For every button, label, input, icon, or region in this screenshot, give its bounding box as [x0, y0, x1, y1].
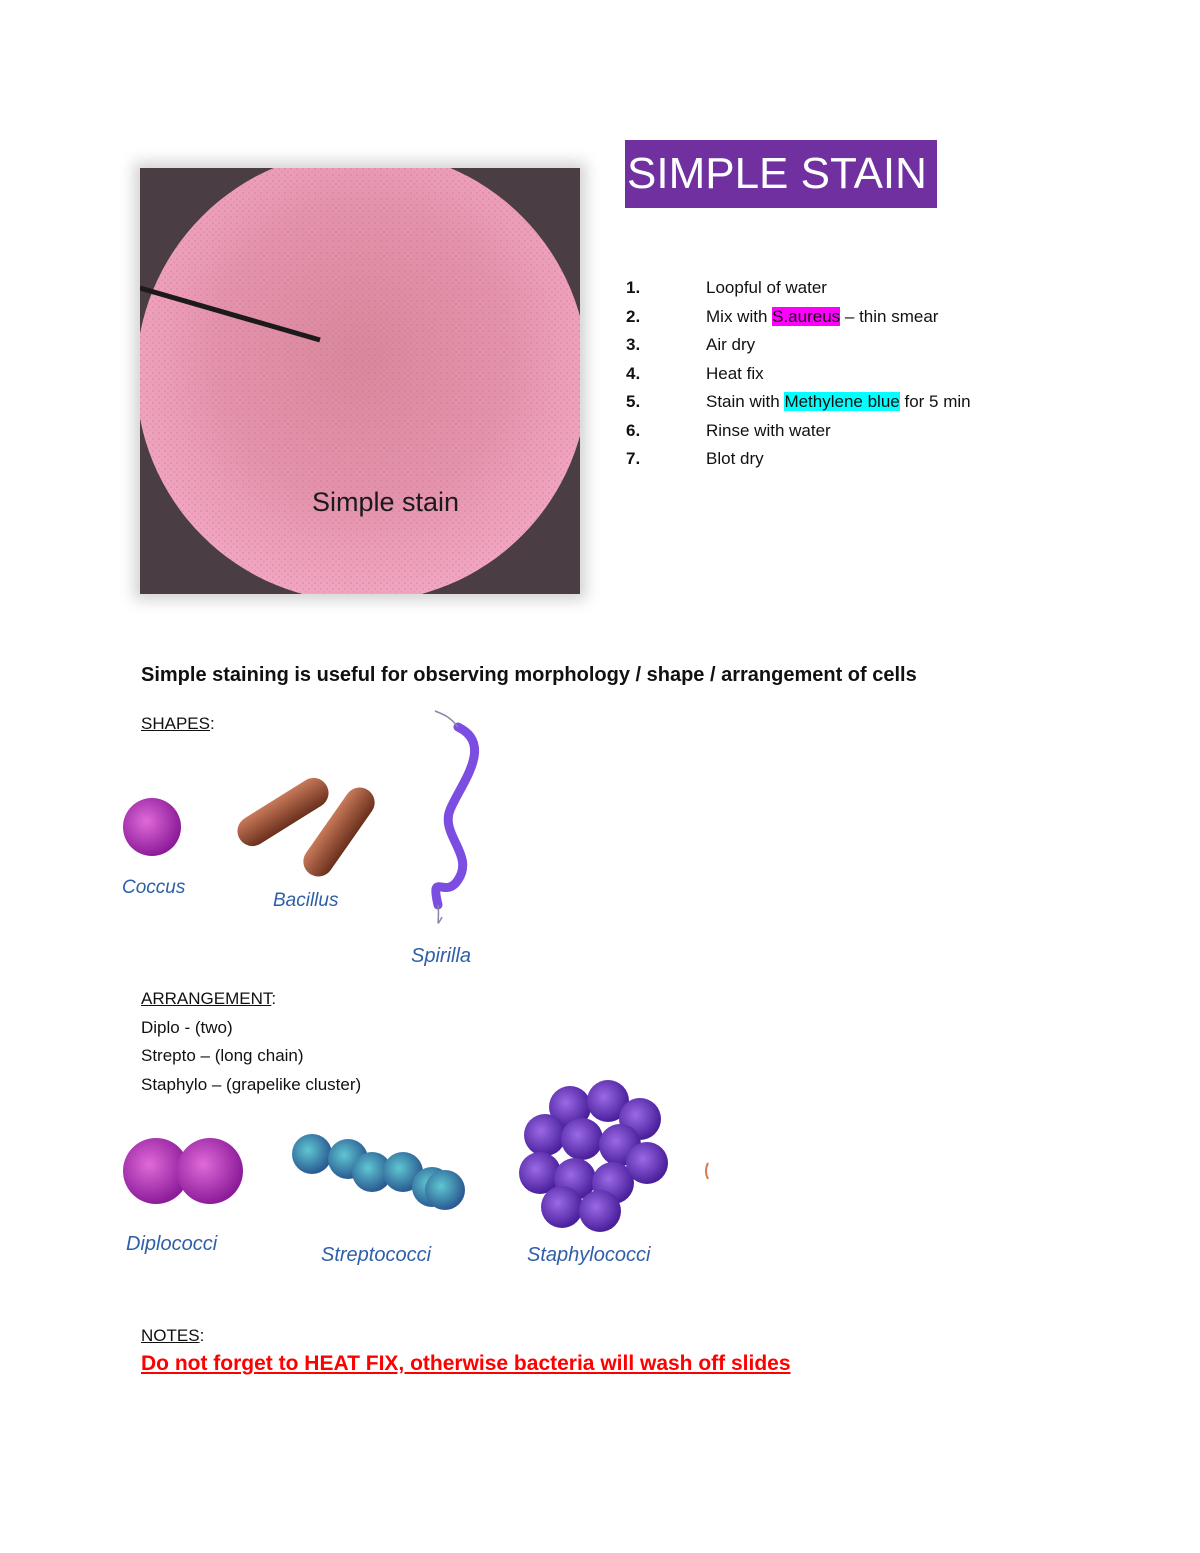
step-text-part: for 5 min — [899, 392, 971, 411]
step-text — [706, 276, 827, 300]
micrograph-caption: Simple stain — [312, 487, 460, 517]
step-item — [626, 390, 1146, 419]
step-number: 2. — [626, 306, 641, 326]
edge-fragment — [706, 1163, 708, 1179]
arrangement-line: Diplo - (two) — [141, 1017, 233, 1037]
micrograph-image — [140, 168, 580, 594]
intro-sentence: Simple staining is useful for observing morphology / shape / arrangement of cells — [141, 664, 917, 686]
procedure-steps — [626, 276, 1146, 476]
coccus-shape — [123, 798, 181, 856]
diplococci-shape — [123, 1138, 243, 1204]
highlighted-term: S.aureus — [772, 306, 841, 326]
arrangement-illustration — [110, 1075, 720, 1245]
step-text — [706, 305, 938, 329]
step-text — [706, 419, 831, 443]
step-number: 6. — [626, 420, 641, 440]
step-item — [626, 447, 1146, 476]
bacillus-shape — [232, 772, 381, 882]
arrangement-line: Strepto – (long chain) — [141, 1046, 304, 1065]
caption-staphylococci: Staphylococci — [527, 1244, 651, 1266]
step-item — [626, 333, 1146, 362]
step-text-part: Rinse with water — [706, 420, 831, 440]
shapes-illustration — [100, 705, 520, 985]
step-text — [706, 390, 971, 414]
step-number: 5. — [626, 392, 641, 411]
step-item — [626, 419, 1146, 448]
step-number: 3. — [626, 335, 641, 354]
step-text-part: – thin smear — [840, 306, 939, 326]
streptococci-shape — [292, 1134, 465, 1210]
step-text — [706, 447, 764, 471]
step-text-part: Loopful of water — [706, 278, 827, 297]
step-item — [626, 362, 1146, 391]
step-text-part: Mix with — [706, 306, 773, 326]
page-title: SIMPLE STAIN — [625, 140, 937, 208]
step-text — [706, 362, 764, 386]
caption-bacillus: Bacillus — [273, 890, 339, 911]
arrangement-line: Staphylo – (grapelike cluster) — [141, 1074, 362, 1094]
step-text-part: Heat fix — [706, 363, 764, 383]
shapes-label: SHAPES: — [141, 714, 215, 733]
arrangement-label: ARRANGEMENT: — [141, 989, 277, 1008]
highlighted-term: Methylene blue — [784, 392, 900, 411]
staphylococci-shape — [519, 1080, 668, 1232]
step-item — [626, 305, 1146, 334]
step-text-part: Blot dry — [706, 449, 764, 468]
step-text-part: Air dry — [706, 335, 756, 354]
step-item — [626, 276, 1146, 305]
notes-label: NOTES: — [141, 1326, 205, 1345]
caption-diplococci: Diplococci — [126, 1233, 218, 1255]
caption-streptococci: Streptococci — [321, 1244, 432, 1266]
step-text — [706, 333, 755, 357]
step-number: 4. — [626, 363, 641, 383]
step-text-part: Stain with — [706, 392, 785, 411]
notes-text: Do not forget to HEAT FIX, otherwise bacteria will wash off slides — [141, 1352, 791, 1375]
step-number: 7. — [626, 449, 641, 468]
caption-coccus: Coccus — [122, 877, 186, 898]
spirilla-shape — [435, 711, 475, 923]
caption-spirilla: Spirilla — [411, 945, 472, 967]
step-number: 1. — [626, 278, 641, 297]
